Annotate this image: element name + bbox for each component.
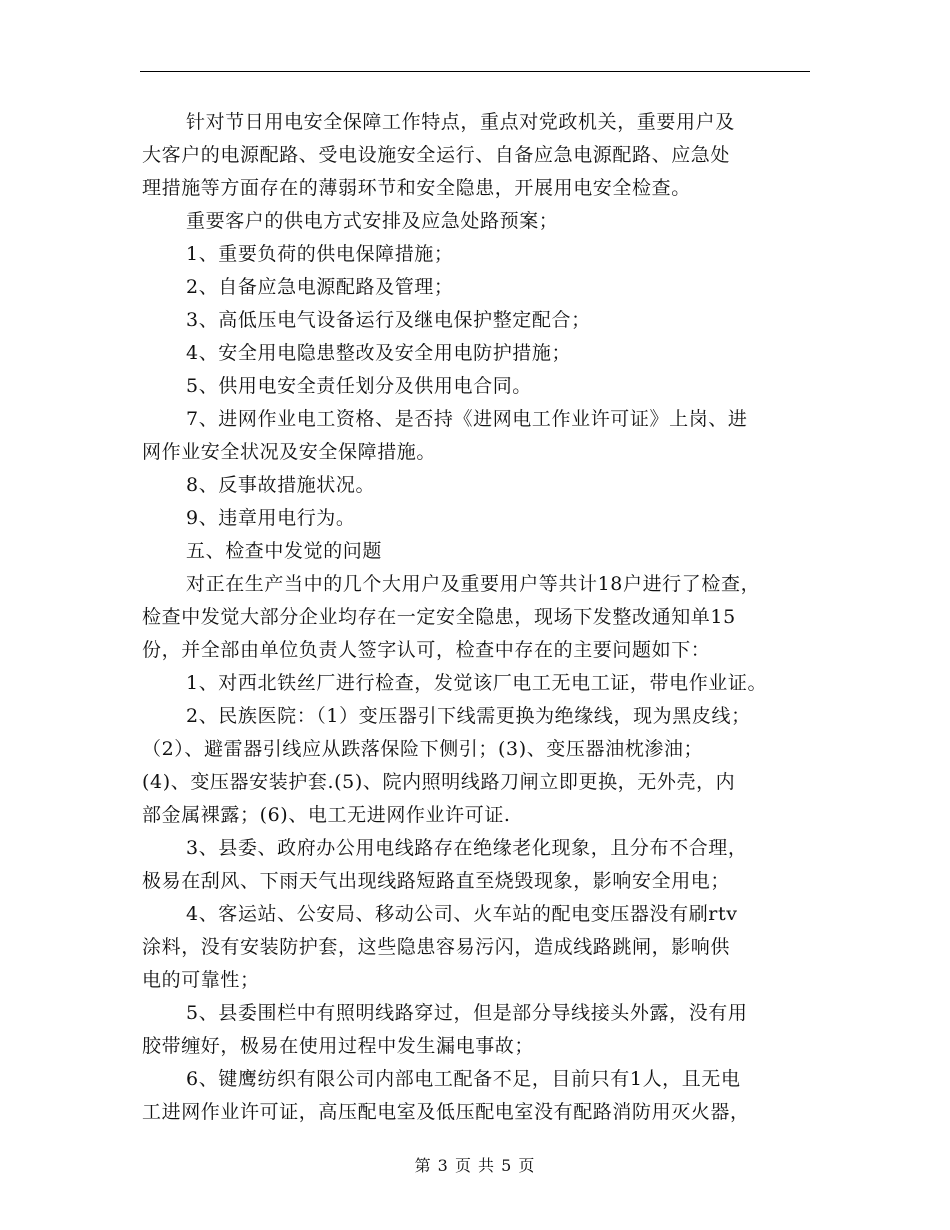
text-line: （2）、避雷器引线应从跌落保险下侧引；(3)、变压器油枕渗油； bbox=[142, 738, 704, 760]
text-line: 检查中发觉大部分企业均存在一定安全隐患，现场下发整改通知单15 bbox=[142, 606, 736, 628]
text-line: 9、违章用电行为。 bbox=[186, 507, 356, 529]
text-line: 4、客运站、公安局、移动公司、火车站的配电变压器没有刷rtv bbox=[186, 903, 738, 925]
page-number-footer: 第 3 页 共 5 页 bbox=[414, 1156, 536, 1175]
text-line: 五、检查中发觉的问题 bbox=[186, 540, 383, 562]
header-rule bbox=[140, 71, 810, 72]
text-line: 网作业安全状况及安全保障措施。 bbox=[142, 441, 437, 463]
text-line: 极易在刮风、下雨天气出现线路短路直至烧毁现象，影响安全用电； bbox=[142, 870, 731, 892]
text-line: 1、对西北铁丝厂进行检查，发觉该厂电工无电工证，带电作业证。 bbox=[186, 672, 768, 694]
text-line: 5、供用电安全责任划分及供用电合同。 bbox=[186, 375, 532, 397]
text-line: 大客户的电源配路、受电设施安全运行、自备应急电源配路、应急处 bbox=[142, 144, 731, 166]
text-line: 3、高低压电气设备运行及继电保护整定配合； bbox=[186, 309, 591, 331]
text-line: 1、重要负荷的供电保障措施； bbox=[186, 243, 454, 265]
text-line: 对正在生产当中的几个大用户及重要用户等共计18户进行了检查， bbox=[186, 573, 761, 595]
text-line: 6、键鹰纺织有限公司内部电工配备不足，目前只有1人，且无电 bbox=[186, 1068, 741, 1090]
text-line: 部金属裸露；(6)、电工无进网作业许可证. bbox=[142, 804, 511, 826]
text-line: 8、反事故措施状况。 bbox=[186, 474, 376, 496]
text-line: 胶带缠好，极易在使用过程中发生漏电事故； bbox=[142, 1035, 535, 1057]
text-line: 涂料，没有安装防护套，这些隐患容易污闪，造成线路跳闸，影响供 bbox=[142, 936, 731, 958]
text-line: 理措施等方面存在的薄弱环节和安全隐患，开展用电安全检查。 bbox=[142, 177, 691, 199]
text-line: 电的可靠性； bbox=[142, 969, 260, 991]
text-line: 3、县委、政府办公用电线路存在绝缘老化现象，且分布不合理， bbox=[186, 837, 748, 859]
text-line: (4)、变压器安装护套.(5)、院内照明线路刀闸立即更换，无外壳，内 bbox=[142, 771, 736, 793]
text-line: 2、民族医院：（1）变压器引下线需更换为绝缘线，现为黑皮线； bbox=[186, 705, 751, 727]
text-line: 5、县委围栏中有照明线路穿过，但是部分导线接头外露，没有用 bbox=[186, 1002, 748, 1024]
text-line: 重要客户的供电方式安排及应急处路预案； bbox=[186, 210, 559, 232]
text-line: 7、进网作业电工资格、是否持《进网电工作业许可证》上岗、进 bbox=[186, 408, 748, 430]
text-line: 针对节日用电安全保障工作特点，重点对党政机关，重要用户及 bbox=[186, 111, 735, 133]
text-line: 4、安全用电隐患整改及安全用电防护措施； bbox=[186, 342, 572, 364]
text-line: 2、自备应急电源配路及管理； bbox=[186, 276, 454, 298]
text-line: 份，并全部由单位负责人签字认可，检查中存在的主要问题如下： bbox=[142, 639, 711, 661]
text-line: 工进网作业许可证，高压配电室及低压配电室没有配路消防用灭火器， bbox=[142, 1101, 750, 1123]
document-body bbox=[142, 106, 822, 1129]
